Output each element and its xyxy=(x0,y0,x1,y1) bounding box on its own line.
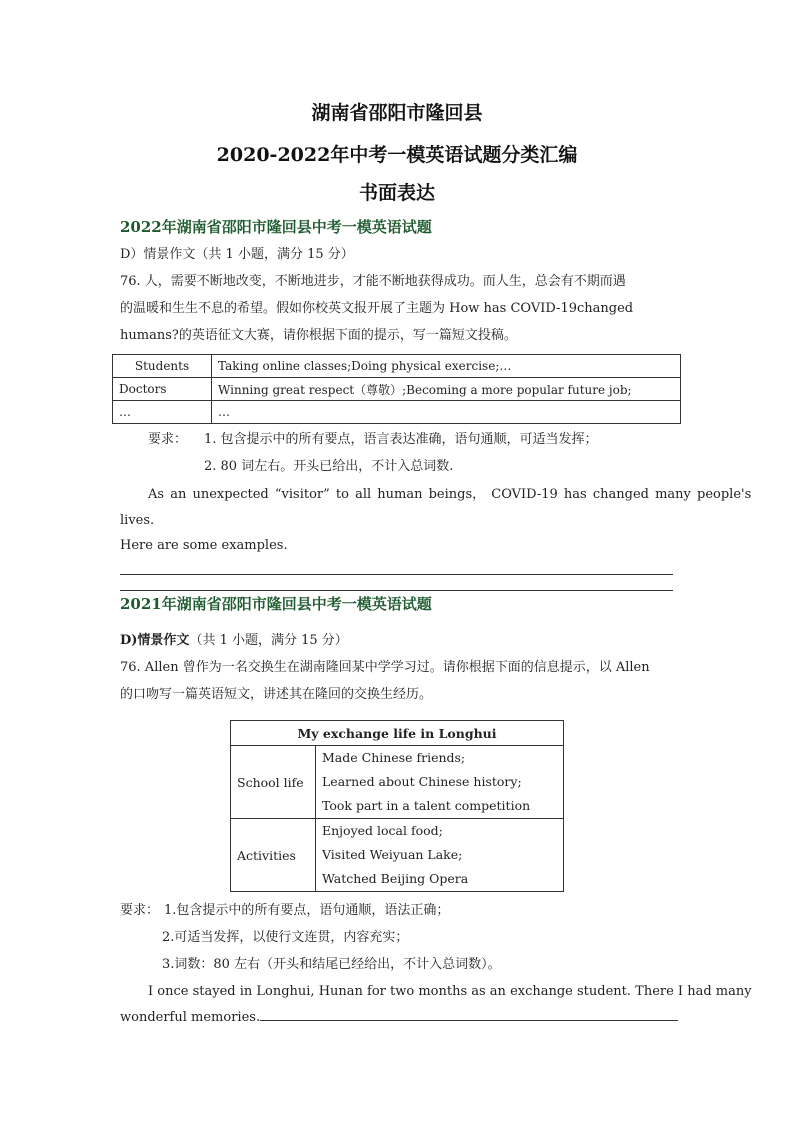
requirements-label-2022: 要求： xyxy=(148,432,188,447)
requirement-2021-1: 1.包含提示中的所有要点，语句通顺，语法正确； xyxy=(164,903,450,918)
doc-title-topic: 书面表达 xyxy=(358,182,435,204)
requirement-2022-2: 2. 80 词左右。开头已给出，不计入总词数. xyxy=(204,459,454,474)
table-cell: Activities xyxy=(231,819,316,892)
table-row xyxy=(113,355,681,378)
answer-blank xyxy=(260,1008,678,1021)
doc-title-region: 湖南省邵阳市隆回县 xyxy=(311,102,483,124)
list-item: Watched Beijing Opera xyxy=(322,871,469,886)
table-cell: Doctors xyxy=(113,378,212,401)
section-2022-label: D）情景作文（共 1 小题，满分 15 分） xyxy=(120,247,354,262)
hints-table-2022 xyxy=(112,354,681,424)
section-2022-title: 2022年湖南省邵阳市隆回县中考一模英语试题 xyxy=(120,218,432,236)
list-item: Took part in a talent competition xyxy=(322,798,531,813)
list-item: Enjoyed local food; xyxy=(322,823,443,838)
table-row xyxy=(231,819,564,892)
requirements-label-2021: 要求： xyxy=(120,903,160,918)
requirement-2021-2: 2.可适当发挥，以使行文连贯，内容充实； xyxy=(162,930,409,945)
prompt-2022-line-2: 的温暖和生生不息的希望。假如你校英文报开展了主题为 How has COVID-19changed xyxy=(120,301,634,316)
table-cell: School life xyxy=(231,746,316,819)
table-row xyxy=(113,401,681,424)
doc-title-main: 2020-2022年中考一模英语试题分类汇编 xyxy=(216,144,578,166)
prompt-2021-line-1: 76. Allen 曾作为一名交换生在湖南隆回某中学学习过。请你根据下面的信息提示，以 Allen xyxy=(120,660,650,675)
table-title: My exchange life in Longhui xyxy=(231,721,564,746)
list-item: Made Chinese friends; xyxy=(322,750,466,765)
list-item: Learned about Chinese history; xyxy=(322,774,522,789)
table-cell: … xyxy=(113,401,212,424)
opening-2022-line-2: lives. xyxy=(120,513,155,528)
opening-2022-line-3: Here are some examples. xyxy=(120,538,288,553)
requirement-2022-1: 1. 包含提示中的所有要点，语言表达准确，语句通顺，可适当发挥； xyxy=(204,432,598,447)
prompt-2021-line-2: 的口吻写一篇英语短文，讲述其在隆回的交换生经历。 xyxy=(120,687,433,702)
section-2021-label-bold: D)情景作文 xyxy=(120,633,190,648)
answer-line xyxy=(120,574,673,575)
table-cell: … xyxy=(212,401,681,424)
answer-line xyxy=(120,590,673,591)
table-cell: Students xyxy=(113,355,212,378)
table-cell xyxy=(316,819,564,892)
opening-2021-text: wonderful memories. xyxy=(120,1010,261,1025)
section-2021-title: 2021年湖南省邵阳市隆回县中考一模英语试题 xyxy=(120,595,432,613)
table-row xyxy=(231,721,564,746)
table-row xyxy=(231,746,564,819)
prompt-2022-line-1: 76. 人，需要不断地改变，不断地进步，才能不断地获得成功。而人生，总会有不期而遇 xyxy=(120,274,626,289)
exchange-life-table xyxy=(230,720,564,892)
table-cell: Taking online classes;Doing physical exercise;… xyxy=(212,355,681,378)
table-row xyxy=(113,378,681,401)
requirement-2021-3: 3.词数：80 左右（开头和结尾已经给出，不计入总词数）。 xyxy=(162,957,501,972)
opening-2022-line-1: As an unexpected “visitor” to all human beings， COVID-19 has changed many people's xyxy=(148,487,752,502)
opening-2021-line-1: I once stayed in Longhui, Hunan for two months as an exchange student. There I had many xyxy=(148,984,752,999)
section-2021-label xyxy=(120,632,348,650)
list-item: Visited Weiyuan Lake; xyxy=(322,847,463,862)
section-2021-label-rest: （共 1 小题，满分 15 分） xyxy=(189,633,348,648)
prompt-2022-line-3: humans?的英语征文大赛，请你根据下面的提示，写一篇短文投稿。 xyxy=(120,328,517,343)
table-cell: Winning great respect（尊敬）;Becoming a more popular future job; xyxy=(212,378,681,401)
table-cell xyxy=(316,746,564,819)
opening-2021-line-2 xyxy=(120,1008,678,1027)
